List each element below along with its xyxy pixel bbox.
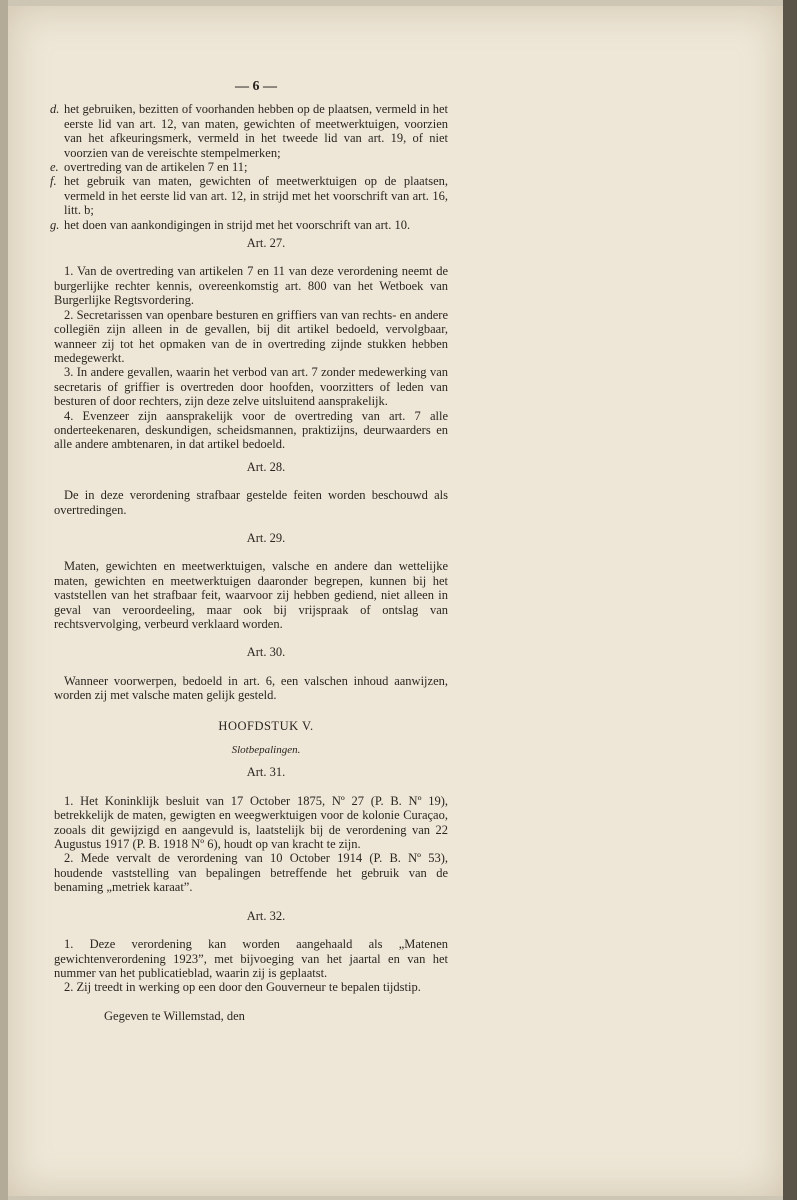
article-31-heading: Art. 31. (246, 765, 286, 780)
chapter-title: HOOFDSTUK V. (218, 718, 314, 733)
article-paragraph: Wanneer voorwerpen, bedoeld in art. 6, een valschen inhoud aanwijzen, worden zij met valsche maten gelijk gesteld. (54, 673, 448, 703)
article-28-heading: Art. 28. (246, 459, 286, 474)
list-item: g. het doen van aankondigingen in strijd met het voorschrift van art. 10. (50, 217, 411, 232)
article-paragraph: 2. Mede vervalt de verordening van 10 October 1914 (P. B. Nº 53), houdende vaststelling van bepalingen betreffende het gebruik van de benaming „metriek karaat”. (54, 851, 448, 895)
page-number: — 6 — (235, 79, 277, 94)
article-paragraph: 4. Evenzeer zijn aansprakelijk voor de overtreding van art. 7 alle onderteekenaren, deskundigen, scheidsmannen, praktizijns, deurwaarders en alle andere ambtenaren, in dat artikel bedoeld. (54, 408, 448, 452)
article-32-heading: Art. 32. (246, 908, 286, 923)
right-page-edge (783, 0, 797, 1200)
article-paragraph: 3. In andere gevallen, waarin het verbod van art. 7 zonder medewerking van secretaris of griffier is overtreden door hoofden, voorzitters of leden van besturen of door rechters, zijn deze zelve uitsluitend aansprakelijk. (54, 365, 448, 409)
list-item: e. overtreding van de artikelen 7 en 11; (50, 160, 248, 175)
article-paragraph: 1. Deze verordening kan worden aangehaald als „Matenen gewichtenverordening 1923”, met bijvoeging van het jaartal en van het nummer van het publicatieblad, waarin zij is geplaatst. (54, 937, 448, 980)
list-item: f. het gebruik van maten, gewichten of meetwerktuigen op de plaatsen, vermeld in het eerste lid van art. 12, in strijd met het voorschrift van art. 16, litt. b; (50, 174, 448, 218)
page-content (50, 79, 448, 1023)
article-paragraph: 1. Van de overtreding van artikelen 7 en 11 van deze verordening neemt de burgerlijke rechter kennis, overeenkomstig art. 800 van het Wetboek van Burgerlijke Regtsvordering. (54, 264, 448, 308)
article-paragraph: 2. Zij treedt in werking op een door den Gouverneur te bepalen tijdstip. (64, 980, 421, 995)
article-29-heading: Art. 29. (246, 530, 286, 545)
chapter-subtitle: Slotbepalingen. (231, 744, 301, 757)
article-paragraph: De in deze verordening strafbaar gestelde feiten worden beschouwd als overtredingen. (54, 488, 448, 517)
left-page-edge (0, 0, 8, 1200)
article-30-heading: Art. 30. (246, 645, 286, 660)
signature-line: Gegeven te Willemstad, den (104, 1008, 245, 1023)
article-paragraph: Maten, gewichten en meetwerktuigen, valsche en andere dan wettelijke maten, gewichten en meetwerktuigen daaronder begrepen, kunnen bij het vaststellen van het strafbaar feit, waarvoor zij hebben gediend, niet alleen in geval van veroordeeling, maar ook bij vrijspraak of ontslag van rechtsvervolging, verbeurd verklaard worden. (54, 559, 448, 631)
list-item: d. het gebruiken, bezitten of voorhanden hebben op de plaatsen, vermeld in het eerste lid van art. 12, van maten, gewichten of meetwerktuigen, voorzien van het afkeuringsmerk, vermeld in het tweede lid van art. 19, of niet voorzien van de vereischte stempelmerken; (50, 102, 448, 160)
article-27-heading: Art. 27. (246, 236, 286, 251)
article-paragraph: 1. Het Koninklijk besluit van 17 October 1875, Nº 27 (P. B. Nº 19), betrekkelijk de maten, gewigten en weegwerktuigen voor de kolonie Curaçao, zooals dit gewijzigd en aangevuld is, laatstelijk bij de verordening van 22 Augustus 1917 (P. B. 1918 Nº 6), houdt op van kracht te zijn. (54, 793, 448, 852)
article-paragraph: 2. Secretarissen van openbare besturen en griffiers van van rechts- en andere collegiën zijn alleen in de gevallen, bij dit artikel bedoeld, vervolgbaar, wanneer zij tot het opmaken van de in overtreding zijnde stukken hebben medegewerkt. (54, 307, 448, 365)
